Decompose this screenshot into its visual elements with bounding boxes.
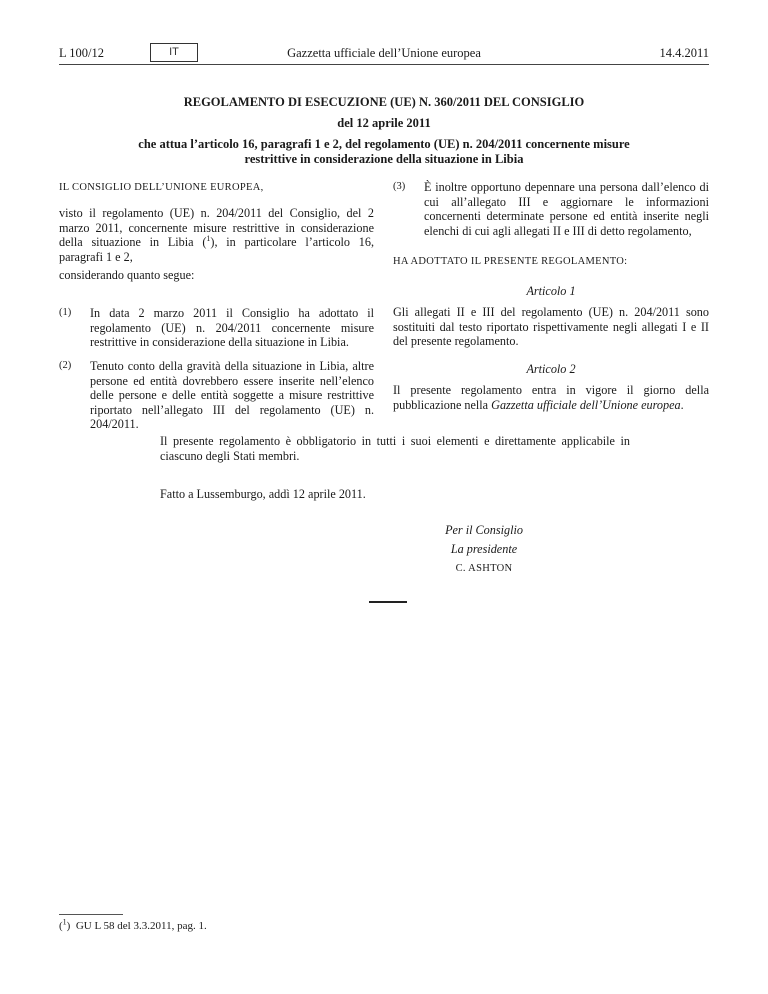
regulation-title: REGOLAMENTO DI ESECUZIONE (UE) N. 360/2011 DEL CONSIGLIO bbox=[183, 95, 585, 109]
recital-1-number: (1) bbox=[59, 307, 72, 318]
citation-text-a: visto il regolamento (UE) n. 204/2011 del Consiglio, del 2 marzo 2011, concernente misure restrittive in considerazione della situazione in Libia ( bbox=[59, 206, 374, 250]
article-2-text-a: Il presente regolamento entra in vigore il giorno della pubblicazione nella bbox=[393, 383, 709, 412]
citation-text-b: ), in particolare l’articolo 16, paragrafi 1 e 2, bbox=[59, 235, 375, 264]
publication-date: 14.4.2011 bbox=[659, 46, 709, 60]
recital-2-text: Tenuto conto della gravità della situazione in Libia, altre persone ed entità dovrebbero essere inserite nell’elenco delle persone e delle entità soggette a misure restrittive riportato nell’allegato III del regolamento (UE) n. 204/2011. bbox=[90, 359, 374, 432]
article-1-text: Gli allegati II e III del regolamento (UE) n. 204/2011 sono sostituiti dal testo riportato rispettivamente negli allegati I e II del presente regolamento. bbox=[393, 305, 709, 349]
citation-paragraph bbox=[59, 206, 374, 264]
recital-1-text: In data 2 marzo 2011 il Consiglio ha adottato il regolamento (UE) n. 204/2011 concernente misure restrittive in considerazione della situazione in Libia. bbox=[90, 306, 374, 350]
article-2-journal-name: Gazzetta ufficiale dell’Unione europea bbox=[491, 397, 681, 412]
page-reference: L 100/12 bbox=[59, 46, 105, 60]
article-2-text-b: . bbox=[680, 397, 684, 412]
regulation-subject-line1: che attua l’articolo 16, paragrafi 1 e 2, del regolamento (UE) n. 204/2011 concernente misure bbox=[138, 137, 630, 151]
article-2-text bbox=[393, 383, 709, 412]
footnote-marker: 1 bbox=[62, 917, 67, 927]
footnote-text: GU L 58 del 3.3.2011, pag. 1. bbox=[75, 920, 207, 932]
adoption-formula: HA ADOTTATO IL PRESENTE REGOLAMENTO: bbox=[393, 256, 628, 267]
signatory-role: La presidente bbox=[450, 542, 518, 556]
recitals-intro: considerando quanto segue: bbox=[59, 268, 195, 282]
article-2-heading: Articolo 2 bbox=[526, 362, 576, 376]
footnote-separator bbox=[59, 914, 123, 915]
header-rule bbox=[59, 64, 709, 65]
regulation-date: del 12 aprile 2011 bbox=[337, 116, 431, 130]
signatory-name: C. ASHTON bbox=[455, 563, 513, 574]
journal-title: Gazzetta ufficiale dell’Unione europea bbox=[287, 46, 481, 60]
language-badge: IT bbox=[150, 43, 198, 62]
binding-clause: Il presente regolamento è obbligatorio in tutti i suoi elementi e direttamente applicabile in ciascuno degli Stati membri. bbox=[160, 434, 630, 463]
recital-3-number: (3) bbox=[393, 181, 406, 192]
signatory-body: Per il Consiglio bbox=[445, 523, 523, 537]
closing-rule bbox=[369, 601, 407, 603]
footnote: ($^1$) GU L 58 del 3.3.2011, pag. 1. bbox=[59, 917, 207, 932]
place-and-date: Fatto a Lussemburgo, addì 12 aprile 2011. bbox=[160, 487, 366, 501]
recital-3-text: È inoltre opportuno depennare una persona dall’elenco di cui all’allegato III e aggiornare le informazioni concernenti determinate persone ed entità inserite negli elenchi di cui agli allegati II e III di detto regolamento, bbox=[424, 180, 709, 238]
regulation-subject-line2: restrittive in considerazione della situazione in Libia bbox=[244, 152, 524, 166]
footnote-ref: 1 bbox=[206, 234, 211, 244]
article-1-heading: Articolo 1 bbox=[526, 284, 576, 298]
council-heading: IL CONSIGLIO DELL’UNIONE EUROPEA, bbox=[59, 182, 264, 193]
recital-2-number: (2) bbox=[59, 360, 72, 371]
